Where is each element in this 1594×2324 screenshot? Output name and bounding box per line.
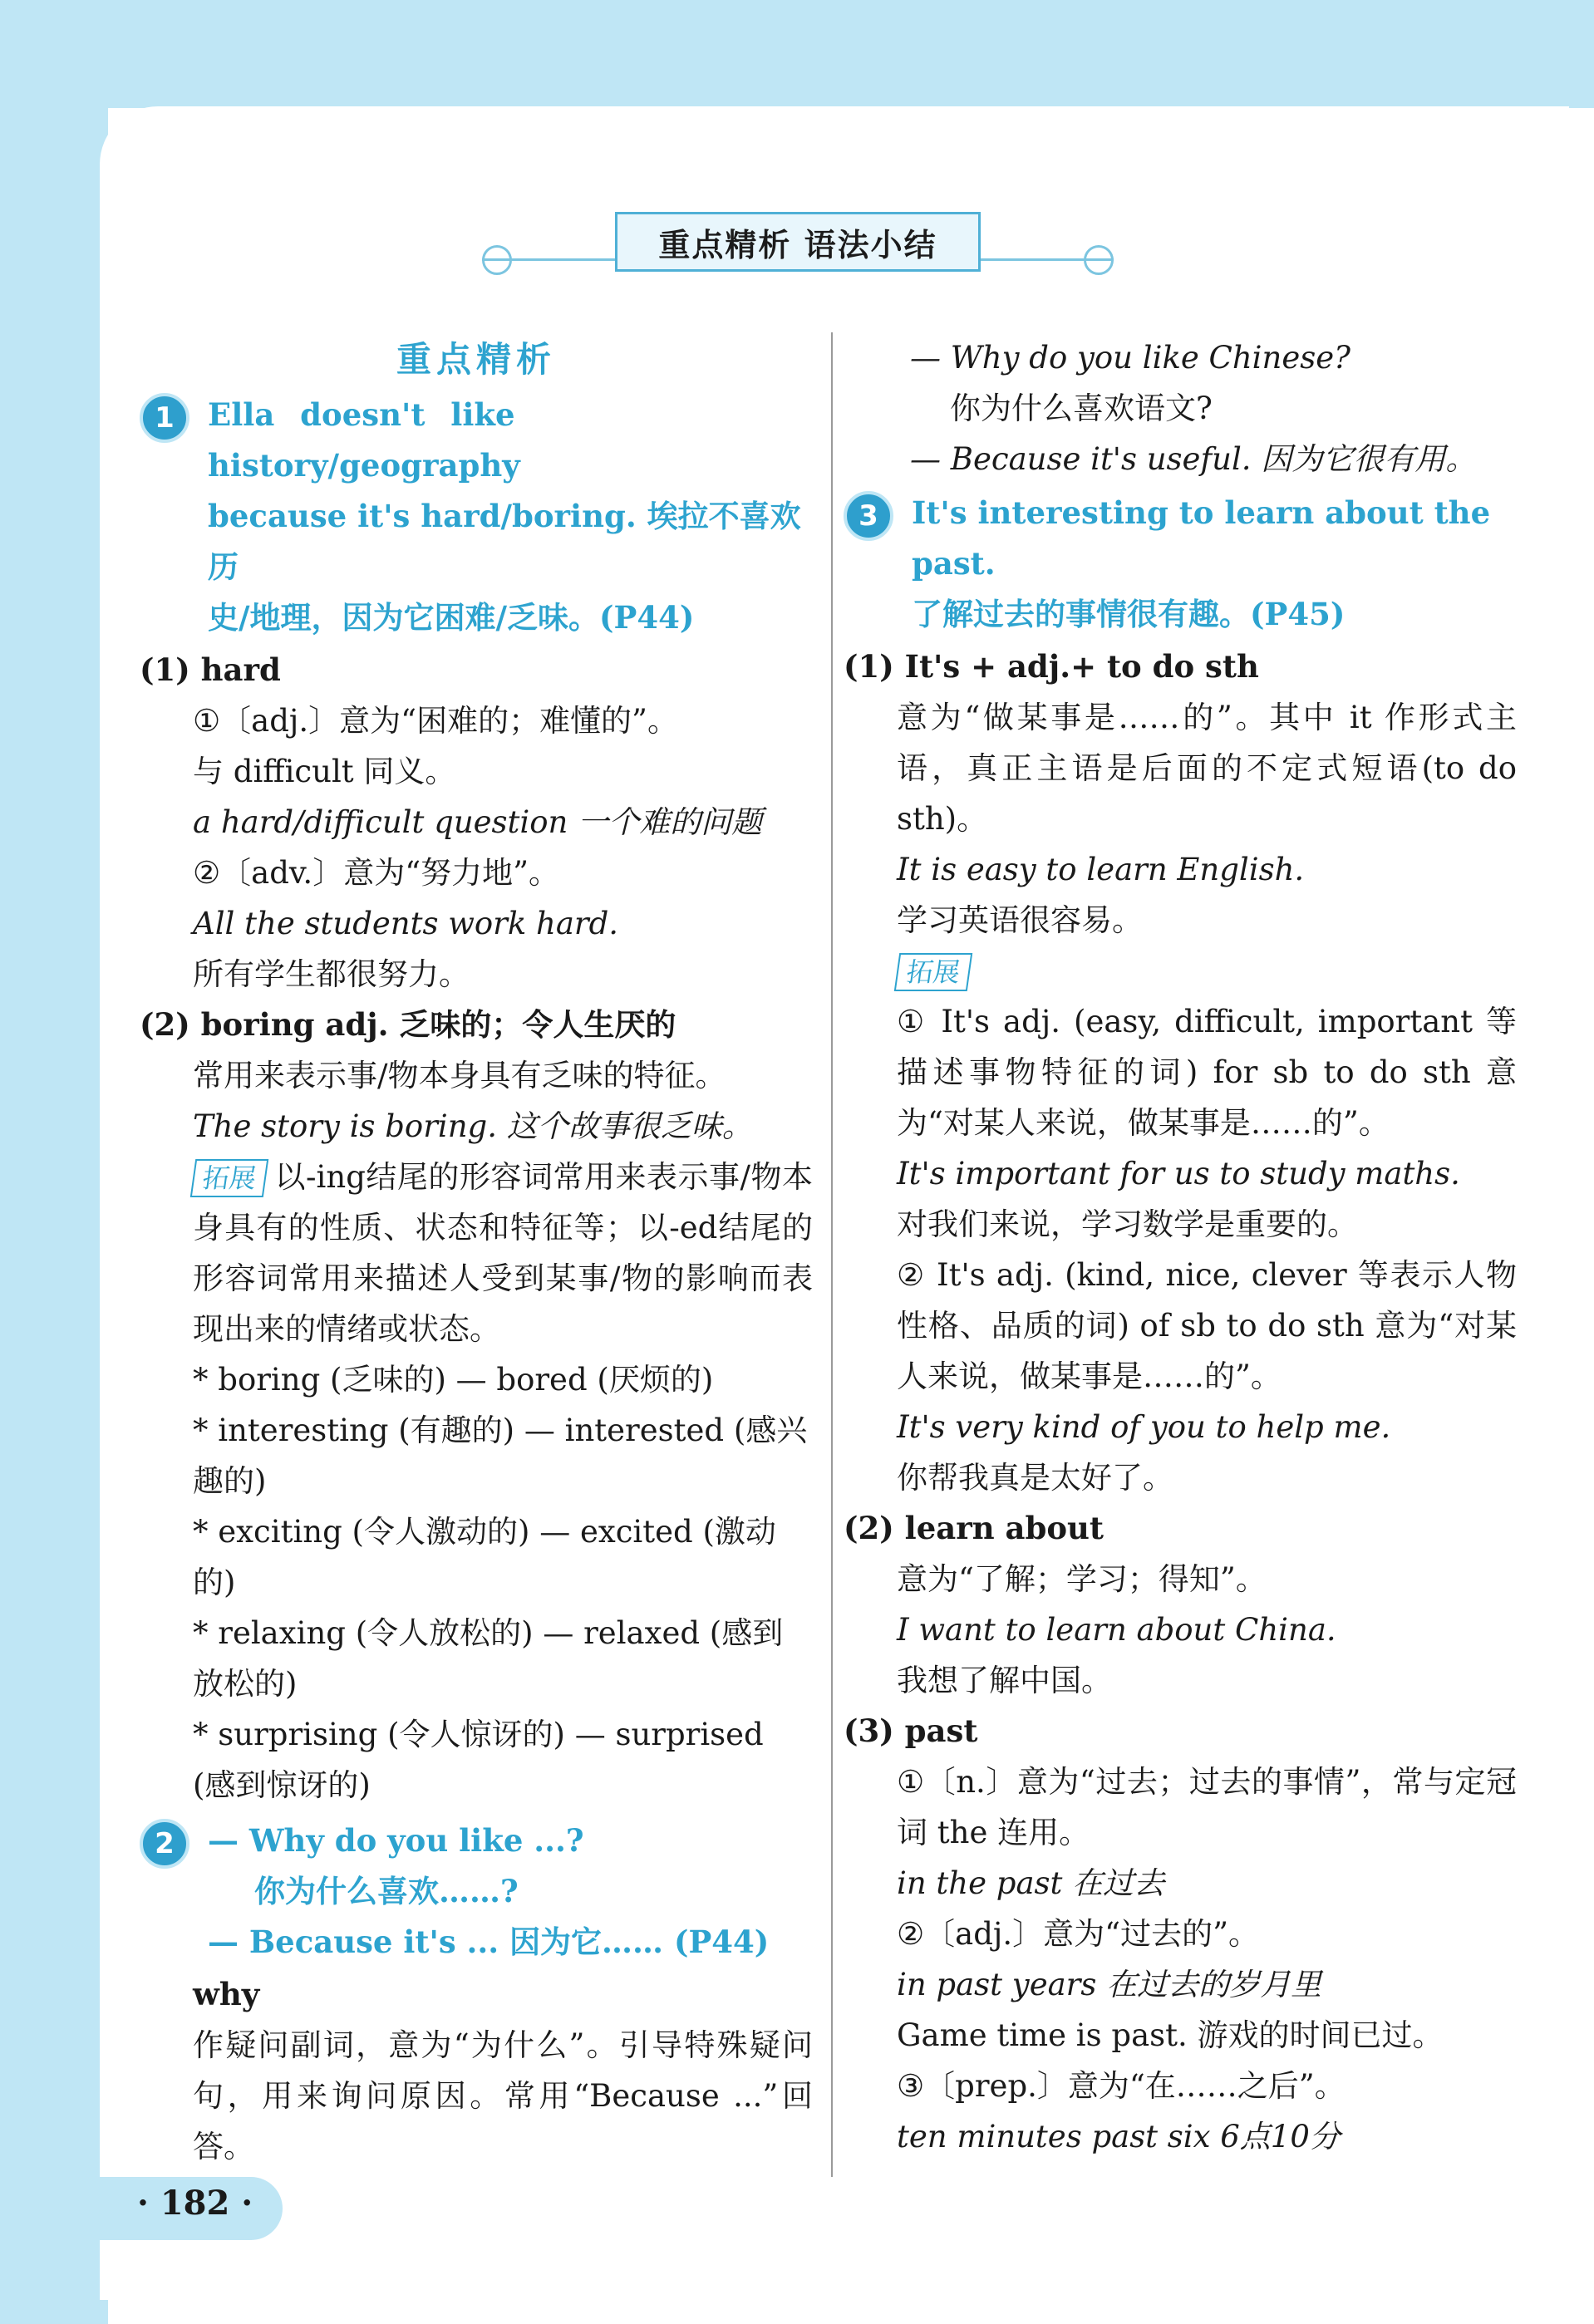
- past-noun-example: in the past 在过去: [897, 1865, 1165, 1901]
- past-adj-example-1: in past years 在过去的岁月里: [897, 1967, 1322, 2002]
- left-column: [140, 334, 813, 2172]
- boring-extension: [140, 1152, 813, 1354]
- learn-heading: (2) learn about: [844, 1510, 1104, 1546]
- hard-heading: (1) hard: [140, 651, 281, 688]
- boring-extension-text: 以-ing结尾的形容词常用来表示事/物本身具有的性质、状态和特征等；以-ed结尾的形容词常用来描述人受到某事/物的影响而表现出来的情绪或状态。: [193, 1159, 813, 1347]
- past-adj-example-2: Game time is past. 游戏的时间已过。: [897, 2017, 1444, 2053]
- section-title: 重点精析: [396, 339, 556, 380]
- past-prep-example: ten minutes past six 6点10分: [897, 2119, 1341, 2154]
- hard-adv-def: ②〔adv.〕意为“努力地”。: [193, 855, 560, 891]
- key-point-3: [844, 488, 1517, 640]
- itis-heading: (1) It's + adj.+ to do sth: [844, 648, 1259, 685]
- banner-title: 重点精析 语法小结: [658, 226, 937, 263]
- extension-tag: 拓展: [894, 953, 972, 991]
- boring-example: The story is boring. 这个故事很乏味。: [193, 1108, 753, 1144]
- itis-extension-tag-row: [844, 946, 1517, 996]
- point3-line2: 了解过去的事情很有趣。(P45): [912, 596, 1346, 632]
- adj-pair-4: * relaxing (令人放松的) — relaxed (感到放松的): [193, 1615, 784, 1702]
- point2-line1: — Why do you like ...?: [208, 1822, 584, 1859]
- page-number: · 182 ·: [137, 2184, 253, 2223]
- itis-ext-1-cn: 对我们来说，学习数学是重要的。: [897, 1206, 1358, 1242]
- itis-ext-1-example: It's important for us to study maths.: [897, 1156, 1460, 1191]
- why-heading: why: [193, 1976, 260, 2012]
- adj-pair-1: * boring (乏味的) — bored (厌烦的): [193, 1362, 714, 1398]
- adj-pair-5: * surprising (令人惊讶的) — surprised (感到惊讶的): [193, 1717, 764, 1803]
- hard-adj-def: ①〔adj.〕意为“困难的；难懂的”。: [193, 703, 678, 739]
- point3-line1: It's interesting to learn about the past.: [912, 494, 1491, 582]
- banner-title-box: [615, 212, 981, 272]
- itis-ext-2: ② It's adj. (kind, nice, clever 等表示人物性格、品质的词) of sb to do sth 意为“对某人来说，做某事是……的”。: [897, 1257, 1517, 1394]
- page-number-badge: [33, 2177, 283, 2240]
- past-noun-def: ①〔n.〕意为“过去；过去的事情”，常与定冠词 the 连用。: [897, 1764, 1517, 1850]
- right-column: [844, 332, 1517, 2162]
- header-banner: [482, 212, 1114, 278]
- point2-line2: 你为什么喜欢……?: [254, 1873, 519, 1909]
- page-frame-top: [0, 0, 1594, 108]
- hard-example-1: a hard/difficult question 一个难的问题: [193, 804, 763, 840]
- number-1-icon: 1: [140, 393, 189, 443]
- hard-example-2: All the students work hard.: [193, 906, 619, 941]
- boring-usage: 常用来表示事/物本身具有乏味的特征。: [193, 1058, 726, 1093]
- number-3-icon: 3: [844, 491, 893, 541]
- column-divider: [831, 332, 833, 2177]
- why-example-question-cn: 你为什么喜欢语文?: [950, 391, 1213, 426]
- hard-synonym: 与 difficult 同义。: [193, 754, 456, 789]
- point2-line3: — Because it's ... 因为它…… (P44): [208, 1924, 770, 1960]
- why-example-question: — Why do you like Chinese?: [910, 340, 1350, 376]
- learn-example-cn: 我想了解中国。: [897, 1663, 1112, 1698]
- past-heading: (3) past: [844, 1712, 978, 1749]
- itis-example: It is easy to learn English.: [897, 852, 1305, 887]
- past-prep-def: ③〔prep.〕意为“在……之后”。: [897, 2068, 1346, 2104]
- why-example-answer: — Because it's useful. 因为它很有用。: [910, 441, 1477, 477]
- why-body: 作疑问副词，意为“为什么”。引导特殊疑问句，用来询问原因。常用“Because ...”回答。: [193, 2027, 813, 2164]
- learn-example: I want to learn about China.: [897, 1612, 1336, 1648]
- itis-ext-1: ① It's adj. (easy, difficult, important 等描述事物特征的词) for sb to do sth 意为“对某人来说，做某事是……的”。: [897, 1004, 1517, 1141]
- point1-line3: 史/地理，因为它困难/乏味。(P44): [208, 599, 695, 636]
- past-adj-def: ②〔adj.〕意为“过去的”。: [897, 1916, 1259, 1952]
- itis-body: 意为“做某事是……的”。其中 it 作形式主语，真正主语是后面的不定式短语(to do sth)。: [897, 700, 1517, 837]
- key-point-1: [140, 390, 813, 643]
- swirl-right-icon: [1084, 245, 1114, 275]
- number-2-icon: 2: [140, 1819, 189, 1869]
- extension-tag: 拓展: [190, 1159, 268, 1197]
- learn-body: 意为“了解；学习；得知”。: [897, 1561, 1267, 1597]
- adj-pair-3: * exciting (令人激动的) — excited (激动的): [193, 1514, 776, 1600]
- swirl-left-icon: [482, 245, 512, 275]
- boring-heading: (2) boring adj. 乏味的；令人生厌的: [140, 1006, 676, 1043]
- key-point-2: [140, 1815, 813, 1968]
- hard-example-2-cn: 所有学生都很努力。: [193, 956, 470, 992]
- itis-example-cn: 学习英语很容易。: [897, 902, 1143, 938]
- itis-ext-2-cn: 你帮我真是太好了。: [897, 1460, 1173, 1496]
- point1-line2: because it's hard/boring. 埃拉不喜欢历: [208, 498, 801, 585]
- adj-pair-2: * interesting (有趣的) — interested (感兴趣的): [193, 1413, 808, 1499]
- itis-ext-2-example: It's very kind of you to help me.: [897, 1409, 1391, 1445]
- page-frame-left: [0, 0, 108, 2324]
- point1-line1: Ella doesn't like history/geography: [208, 396, 520, 484]
